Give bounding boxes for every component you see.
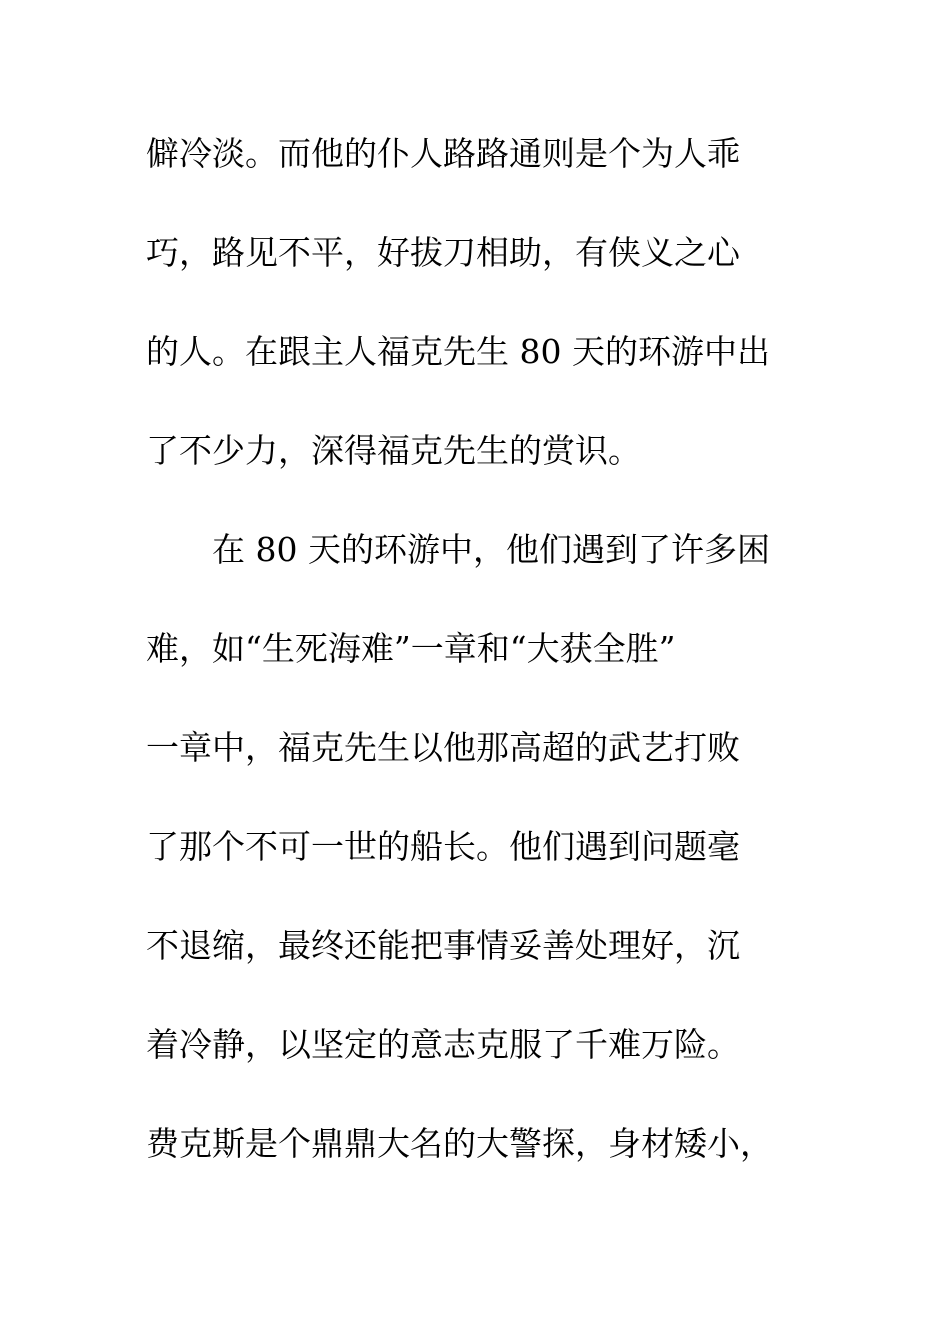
text-line: 不退缩，最终还能把事情妥善处理好，沉 [146,926,740,965]
text-line: 费克斯是个鼎鼎大名的大警探，身材矮小， [146,1124,773,1163]
text-line: 着冷静，以坚定的意志克服了千难万险。 [146,1025,740,1064]
text-line: 了那个不可一世的船长。他们遇到问题毫 [146,827,740,866]
text-line: 巧，路见不平，好拔刀相助，有侠义之心 [146,233,740,272]
text-line: 僻冷淡。而他的仆人路路通则是个为人乖 [146,134,740,173]
text-line: 了不少力，深得福克先生的赏识。 [146,431,641,470]
text-line: 一章中，福克先生以他那高超的武艺打败 [146,728,740,767]
text-line: 难，如“生死海难”一章和“大获全胜” [146,629,676,668]
text-line: 的人。在跟主人福克先生 80 天的环游中出 [146,332,770,371]
paragraph-first-line: 在 80 天的环游中，他们遇到了许多困 [212,530,770,569]
